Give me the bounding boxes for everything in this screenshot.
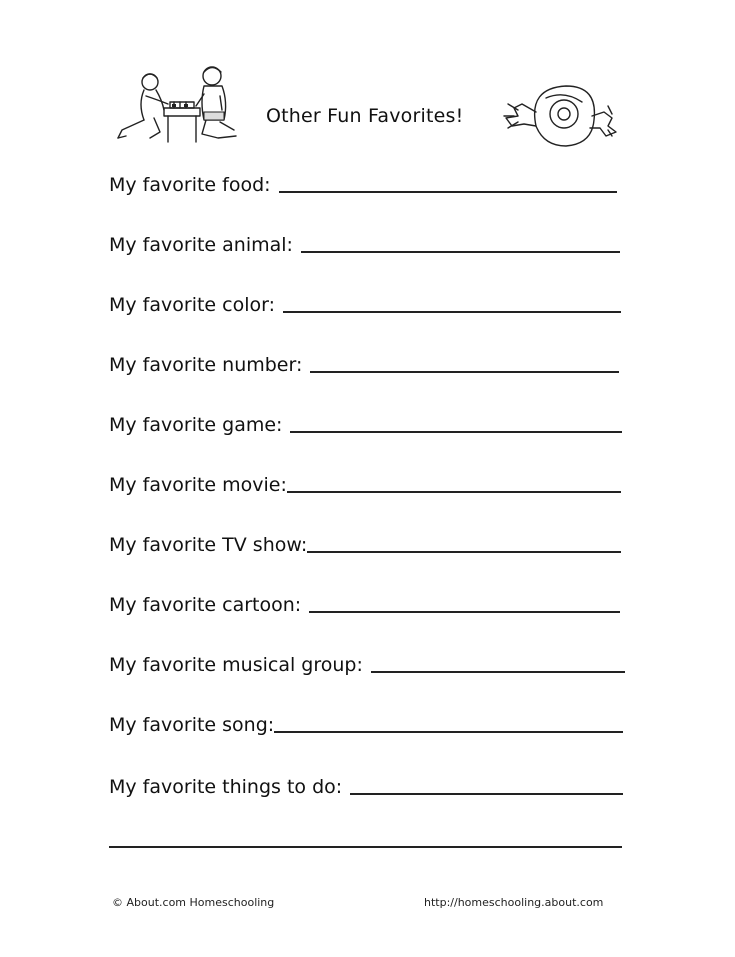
answer-line-tv-show[interactable] (307, 551, 621, 553)
website-url-footer: http://homeschooling.about.com (424, 896, 604, 909)
field-label: My favorite TV show: (109, 534, 308, 556)
field-label: My favorite food: (109, 174, 271, 196)
field-things-to-do (109, 768, 623, 798)
field-color (109, 286, 621, 316)
field-label: My favorite color: (109, 294, 275, 316)
copyright-footer: © About.com Homeschooling (112, 896, 275, 909)
field-cartoon (109, 586, 620, 616)
field-label: My favorite number: (109, 354, 303, 376)
field-number (109, 346, 619, 376)
field-label: My favorite game: (109, 414, 283, 436)
answer-line-song[interactable] (274, 731, 623, 733)
candy-wrapper-icon (502, 76, 618, 156)
field-tv-show (109, 526, 621, 556)
field-label: My favorite cartoon: (109, 594, 302, 616)
field-label: My favorite movie: (109, 474, 287, 496)
answer-line-things-to-do-continued[interactable] (109, 846, 622, 848)
answer-line-game[interactable] (290, 431, 622, 433)
kids-playing-game-icon (108, 66, 248, 156)
field-label: My favorite song: (109, 714, 275, 736)
field-food (109, 166, 617, 196)
field-animal (109, 226, 620, 256)
field-movie (109, 466, 621, 496)
answer-line-animal[interactable] (301, 251, 620, 253)
answer-line-color[interactable] (283, 311, 621, 313)
answer-line-cartoon[interactable] (309, 611, 620, 613)
page-title: Other Fun Favorites! (266, 104, 464, 127)
answer-line-musical-group[interactable] (371, 671, 625, 673)
field-label: My favorite musical group: (109, 654, 363, 676)
answer-line-movie[interactable] (287, 491, 621, 493)
field-label: My favorite animal: (109, 234, 293, 256)
answer-line-food[interactable] (279, 191, 617, 193)
field-game (109, 406, 622, 436)
field-song (109, 706, 623, 736)
field-musical-group (109, 646, 625, 676)
answer-line-number[interactable] (310, 371, 619, 373)
field-label: My favorite things to do: (109, 776, 343, 798)
answer-line-things-to-do[interactable] (350, 793, 623, 795)
